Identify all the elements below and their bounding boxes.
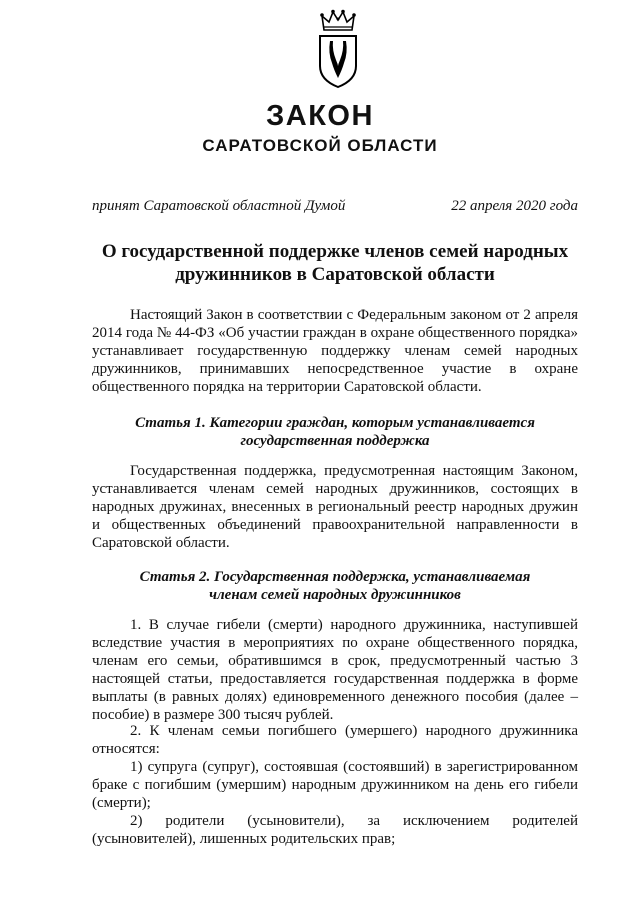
article-2-paragraph-3: 1) супруга (супруг), состоявшая (состоявший) в зарегистрированном браке с погибшим (умершим) народным дружинником на день его гибели (смерти); (92, 759, 578, 811)
law-title (92, 240, 578, 286)
adoption-date: 22 апреля 2020 года (451, 198, 578, 214)
article-2-paragraph-2: 2. К членам семьи погибшего (умершего) народного дружинника относятся: (92, 723, 578, 757)
article-1-heading-line-2: государственная поддержка (240, 433, 430, 449)
saratov-coat-of-arms-icon (316, 8, 360, 90)
article-1-heading (92, 414, 578, 450)
article-2-paragraph-1: 1. В случае гибели (смерти) народного дружинника, наступившей вследствие участия в мероприятиях по охране общественного порядка, членам его семьи, обратившимся в срок, предусмотренный частью 3 настоящей статьи, предоставляется государственная поддержка в форме выплаты (в равных долях) единовременного денежного пособия (далее – пособие) в размере 300 тысяч рублей. (92, 617, 578, 723)
adopted-by: принят Саратовской областной Думой (92, 198, 346, 214)
article-2-heading-line-1: Статья 2. Государственная поддержка, устанавливаемая (139, 569, 531, 585)
article-1-text: Государственная поддержка, предусмотренная настоящим Законом, устанавливается членам семей народных дружинников, состоящих в народных дружинах, внесенных в региональный реестр народных дружин и общественных объединений правоохранительной направленности в Саратовской области. (92, 463, 578, 551)
document-subtitle: САРАТОВСКОЙ ОБЛАСТИ (202, 136, 438, 155)
preamble-paragraph: Настоящий Закон в соответствии с Федеральным законом от 2 апреля 2014 года № 44-ФЗ «Об участии граждан в охране общественного порядка» устанавливает государственную поддержку членам семей народных дружинников, принимавших непосредственное участие в охране общественного порядка на территории Саратовской области. (92, 307, 578, 395)
article-2-heading-line-2: членам семей народных дружинников (209, 587, 461, 603)
article-2-heading (92, 568, 578, 604)
article-2-paragraph-4: 2) родители (усыновители), за исключением родителей (усыновителей), лишенных родительских прав; (92, 813, 578, 847)
law-title-line-2: дружинников в Саратовской области (175, 264, 495, 285)
article-1-heading-line-1: Статья 1. Категории граждан, которым устанавливается (135, 415, 535, 431)
law-title-line-1: О государственной поддержке членов семей народных (101, 241, 569, 262)
document-title: ЗАКОН (266, 100, 374, 132)
